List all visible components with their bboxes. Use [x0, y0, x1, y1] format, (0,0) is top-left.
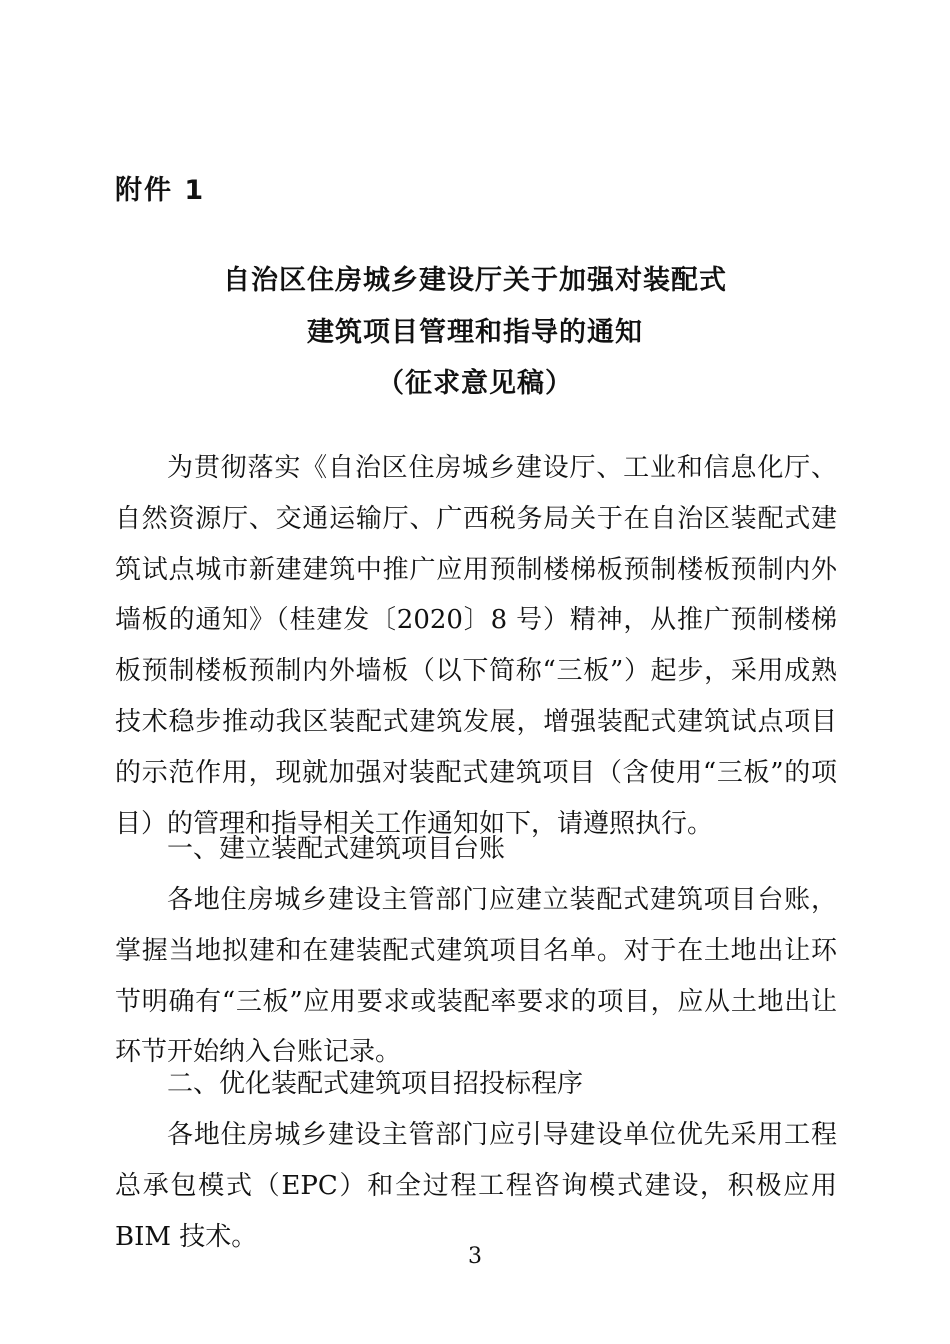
- section-1-paragraph: 各地住房城乡建设主管部门应建立装配式建筑项目台账，掌握当地拟建和在建装配式建筑项目名单。对于在土地出让环节明确有“三板”应用要求或装配率要求的项目，应从土地出让环节开始纳入台账记录。: [115, 885, 837, 1068]
- attachment-label: 附件 1: [115, 175, 206, 206]
- document-title-line-2: 建筑项目管理和指导的通知: [307, 317, 643, 348]
- section-2-paragraph: 各地住房城乡建设主管部门应引导建设单位优先采用工程总承包模式（EPC）和全过程工程咨询模式建设，积极应用 BIM 技术。: [115, 1120, 837, 1252]
- intro-paragraph: 为贯彻落实《自治区住房城乡建设厅、工业和信息化厅、自然资源厅、交通运输厅、广西税务局关于在自治区装配式建筑试点城市新建建筑中推广应用预制楼梯板预制楼板预制内外墙板的通知》（桂建发〔2020〕8 号）精神，从推广预制楼梯板预制楼板预制内外墙板（以下简称“三板”）起步，采用成熟技术稳步推动我区装配式建筑发展，增强装配式建筑试点项目的示范作用，现就加强对装配式建筑项目（含使用“三板”的项目）的管理和指导相关工作通知如下，请遵照执行。: [115, 453, 837, 839]
- document-title-draft-note: （征求意见稿）: [377, 368, 573, 399]
- document-title-line-1: 自治区住房城乡建设厅关于加强对装配式: [223, 265, 727, 296]
- page-number: 3: [468, 1244, 482, 1269]
- section-2-heading: 二、优化装配式建筑项目招投标程序: [167, 1069, 584, 1099]
- section-1-heading: 一、建立装配式建筑项目台账: [167, 834, 506, 864]
